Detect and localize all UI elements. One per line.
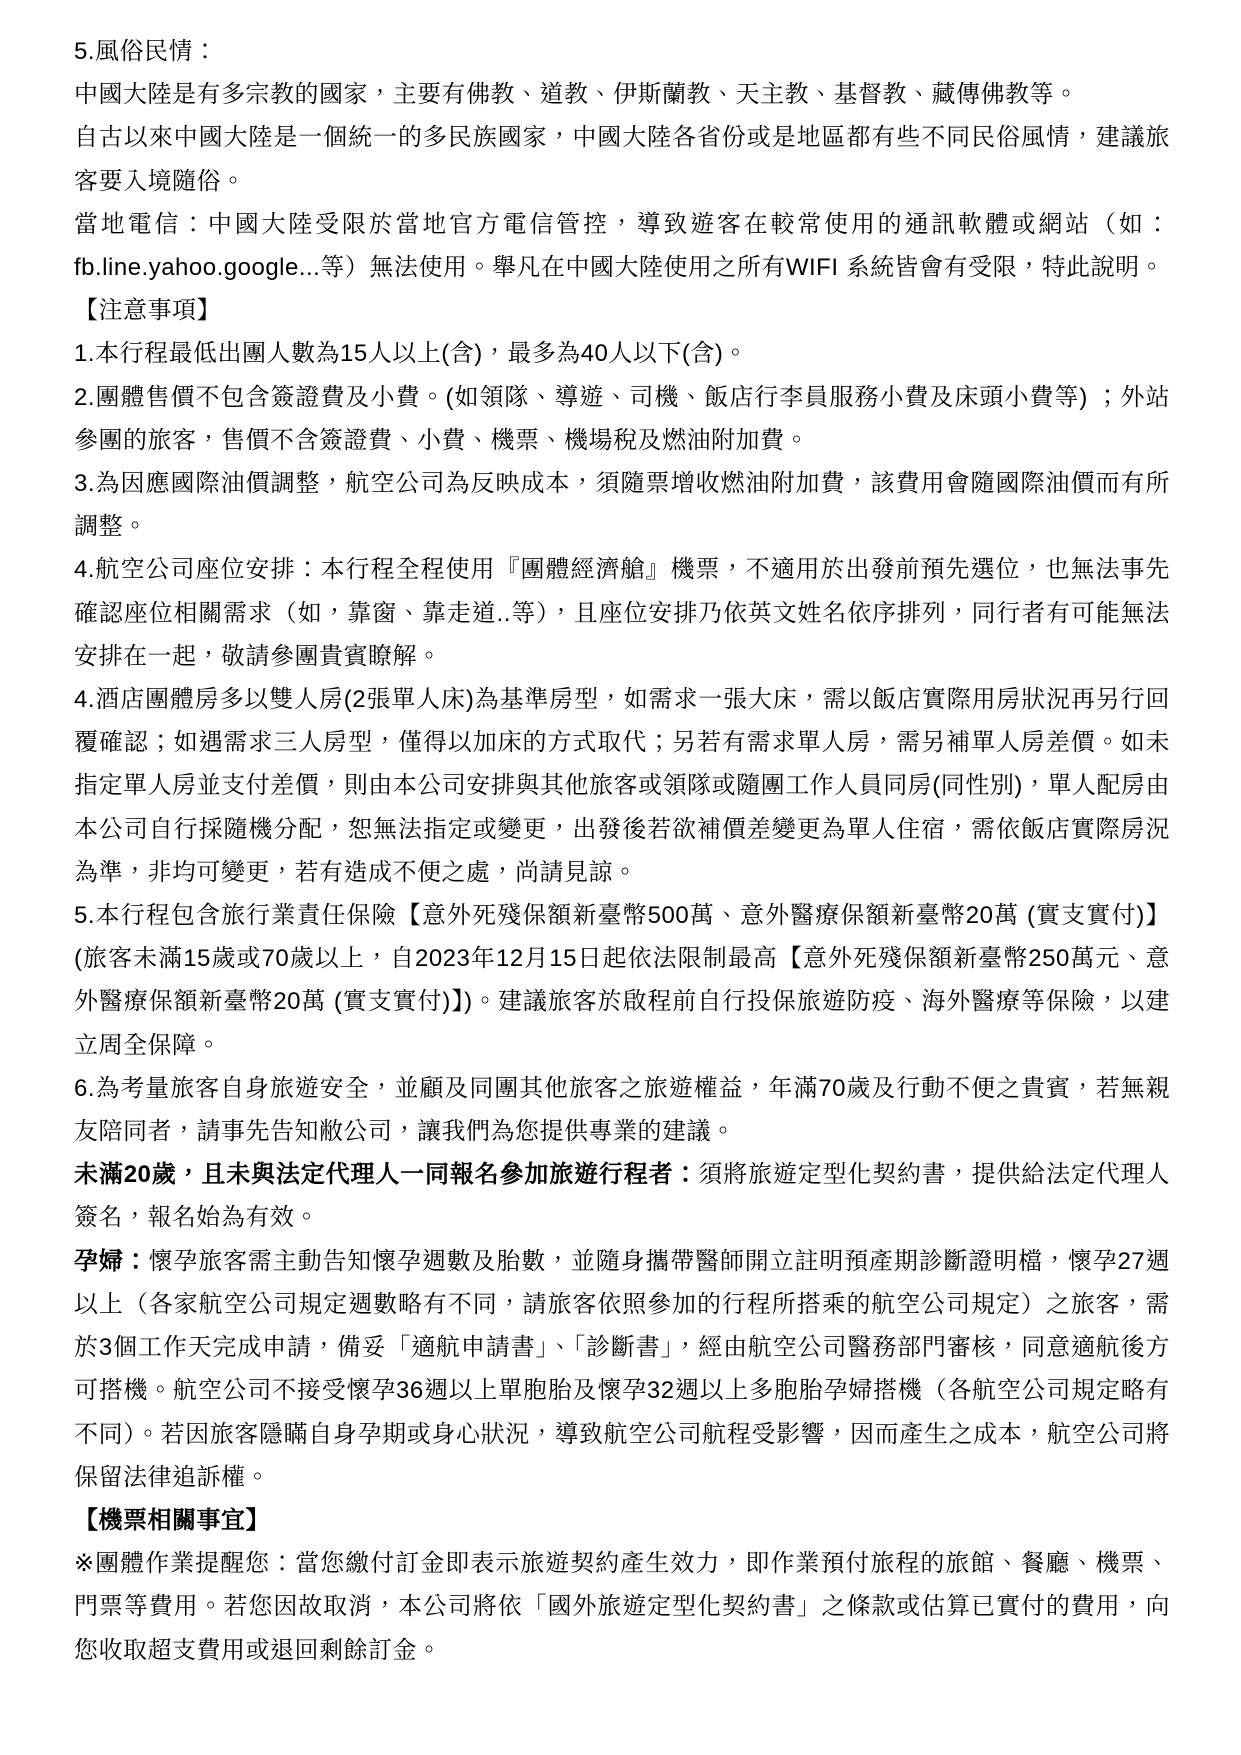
text-segment: ※團體作業提醒您：當您繳付訂金即表示旅遊契約產生效力，即作業預付旅程的旅館、餐廳、機票、門票等費用。若您因故取消，本公司將依「國外旅遊定型化契約書」之條款或估算已實付的費用，向您收取超支費用或退回剩餘訂金。 [74,1550,1170,1664]
paragraph-6 [74,332,1170,375]
text-segment: 2.團體售價不包含簽證費及小費。(如領隊、導遊、司機、飯店行李員服務小費及床頭小費等) ；外站參團的旅客，售價不含簽證費、小費、機票、機場稅及燃油附加費。 [74,383,1170,454]
text-segment: 4.酒店團體房多以雙人房(2張單人床)為基準房型，如需求一張大床，需以飯店實際用房狀況再另行回覆確認；如遇需求三人房型，僅得以加床的方式取代；另若有需求單人房，需另補單人房差價。如未指定單人房並支付差價，則由本公司安排與其他旅客或領隊或隨團工作人員同房(同性別)，單人配房由本公司自行採隨機分配，恕無法指定或變更，出發後若欲補價差變更為單人住宿，需依飯店實際房況為準，非均可變更，若有造成不便之處，尚請見諒。 [74,686,1170,886]
text-segment-bold: 未滿20歲，且未與法定代理人一同報名參加旅遊行程者： [74,1161,699,1189]
paragraph-11 [74,894,1170,1067]
paragraph-7 [74,376,1170,462]
paragraph-13 [74,1153,1170,1239]
paragraph-12 [74,1067,1170,1153]
paragraph-14 [74,1240,1170,1499]
text-segment: 自古以來中國大陸是一個統一的多民族國家，中國大陸各省份或是地區都有些不同民俗風情，建議旅客要入境隨俗。 [74,124,1170,195]
text-segment: 5.風俗民情： [74,38,218,65]
paragraph-3 [74,116,1170,202]
text-segment: 4.航空公司座位安排：本行程全程使用『團體經濟艙』機票，不適用於出發前預先選位，也無法事先確認座位相關需求（如，靠窗、靠走道..等），且座位安排乃依英文姓名依序排列，同行者有可能無法安排在一起，敬請參團貴賓瞭解。 [74,556,1170,670]
paragraph-10 [74,678,1170,894]
text-segment: 6.為考量旅客自身旅遊安全，並顧及同團其他旅客之旅遊權益，年滿70歲及行動不便之貴賓，若無親友陪同者，請事先告知敝公司，讓我們為您提供專業的建議。 [74,1074,1170,1146]
text-segment: 須將旅遊定型化契約書，提供給法定代理人簽名，報名始為有效。 [74,1161,1170,1232]
text-segment: 3.為因應國際油價調整，航空公司為反映成本，須隨票增收燃油附加費，該費用會隨國際油價而有所調整。 [74,470,1170,541]
paragraph-15 [74,1499,1170,1542]
paragraph-16 [74,1542,1170,1672]
paragraph-9 [74,548,1170,678]
paragraph-8 [74,462,1170,548]
paragraph-2 [74,73,1170,116]
text-segment: 5.本行程包含旅行業責任保險【意外死殘保額新臺幣500萬、意外醫療保額新臺幣20萬 (實支實付)】(旅客未滿15歲或70歲以上，自2023年12月15日起依法限制最高【意外死殘保額新臺幣250萬元、意外醫療保額新臺幣20萬 (實支實付)】)。建議旅客於啟程前自行投保旅遊防疫、海外醫療等保險，以建立周全保障。 [74,902,1170,1059]
text-segment-bold: 【機票相關事宜】 [74,1506,270,1534]
text-segment: 【注意事項】 [74,297,221,325]
text-segment: 懷孕旅客需主動告知懷孕週數及胎數，並隨身攜帶醫師開立註明預產期診斷證明檔，懷孕27週以上（各家航空公司規定週數略有不同，請旅客依照參加的行程所搭乘的航空公司規定）之旅客，需於3個工作天完成申請，備妥「適航申請書」、「診斷書」，經由航空公司醫務部門審核，同意適航後方可搭機。航空公司不接受懷孕36週以上單胞胎及懷孕32週以上多胞胎孕婦搭機（各航空公司規定略有不同）。若因旅客隱瞞自身孕期或身心狀況，導致航空公司航程受影響，因而產生之成本，航空公司將保留法律追訴權。 [74,1247,1171,1491]
text-segment: 1.本行程最低出團人數為15人以上(含)，最多為40人以下(含)。 [74,340,748,368]
text-segment: 中國大陸是有多宗教的國家，主要有佛教、道教、伊斯蘭教、天主教、基督教、藏傳佛教等。 [74,81,1079,109]
paragraph-4 [74,203,1170,289]
text-segment: 當地電信：中國大陸受限於當地官方電信管控，導致遊客在較常使用的通訊軟體或網站（如：fb.line.yahoo.google...等）無法使用。舉凡在中國大陸使用之所有WIFI 系統皆會有受限，特此說明。 [74,210,1170,282]
text-segment-bold: 孕婦： [74,1247,149,1275]
paragraph-5 [74,289,1170,332]
document-content [74,30,1170,1672]
paragraph-1 [74,30,1170,73]
